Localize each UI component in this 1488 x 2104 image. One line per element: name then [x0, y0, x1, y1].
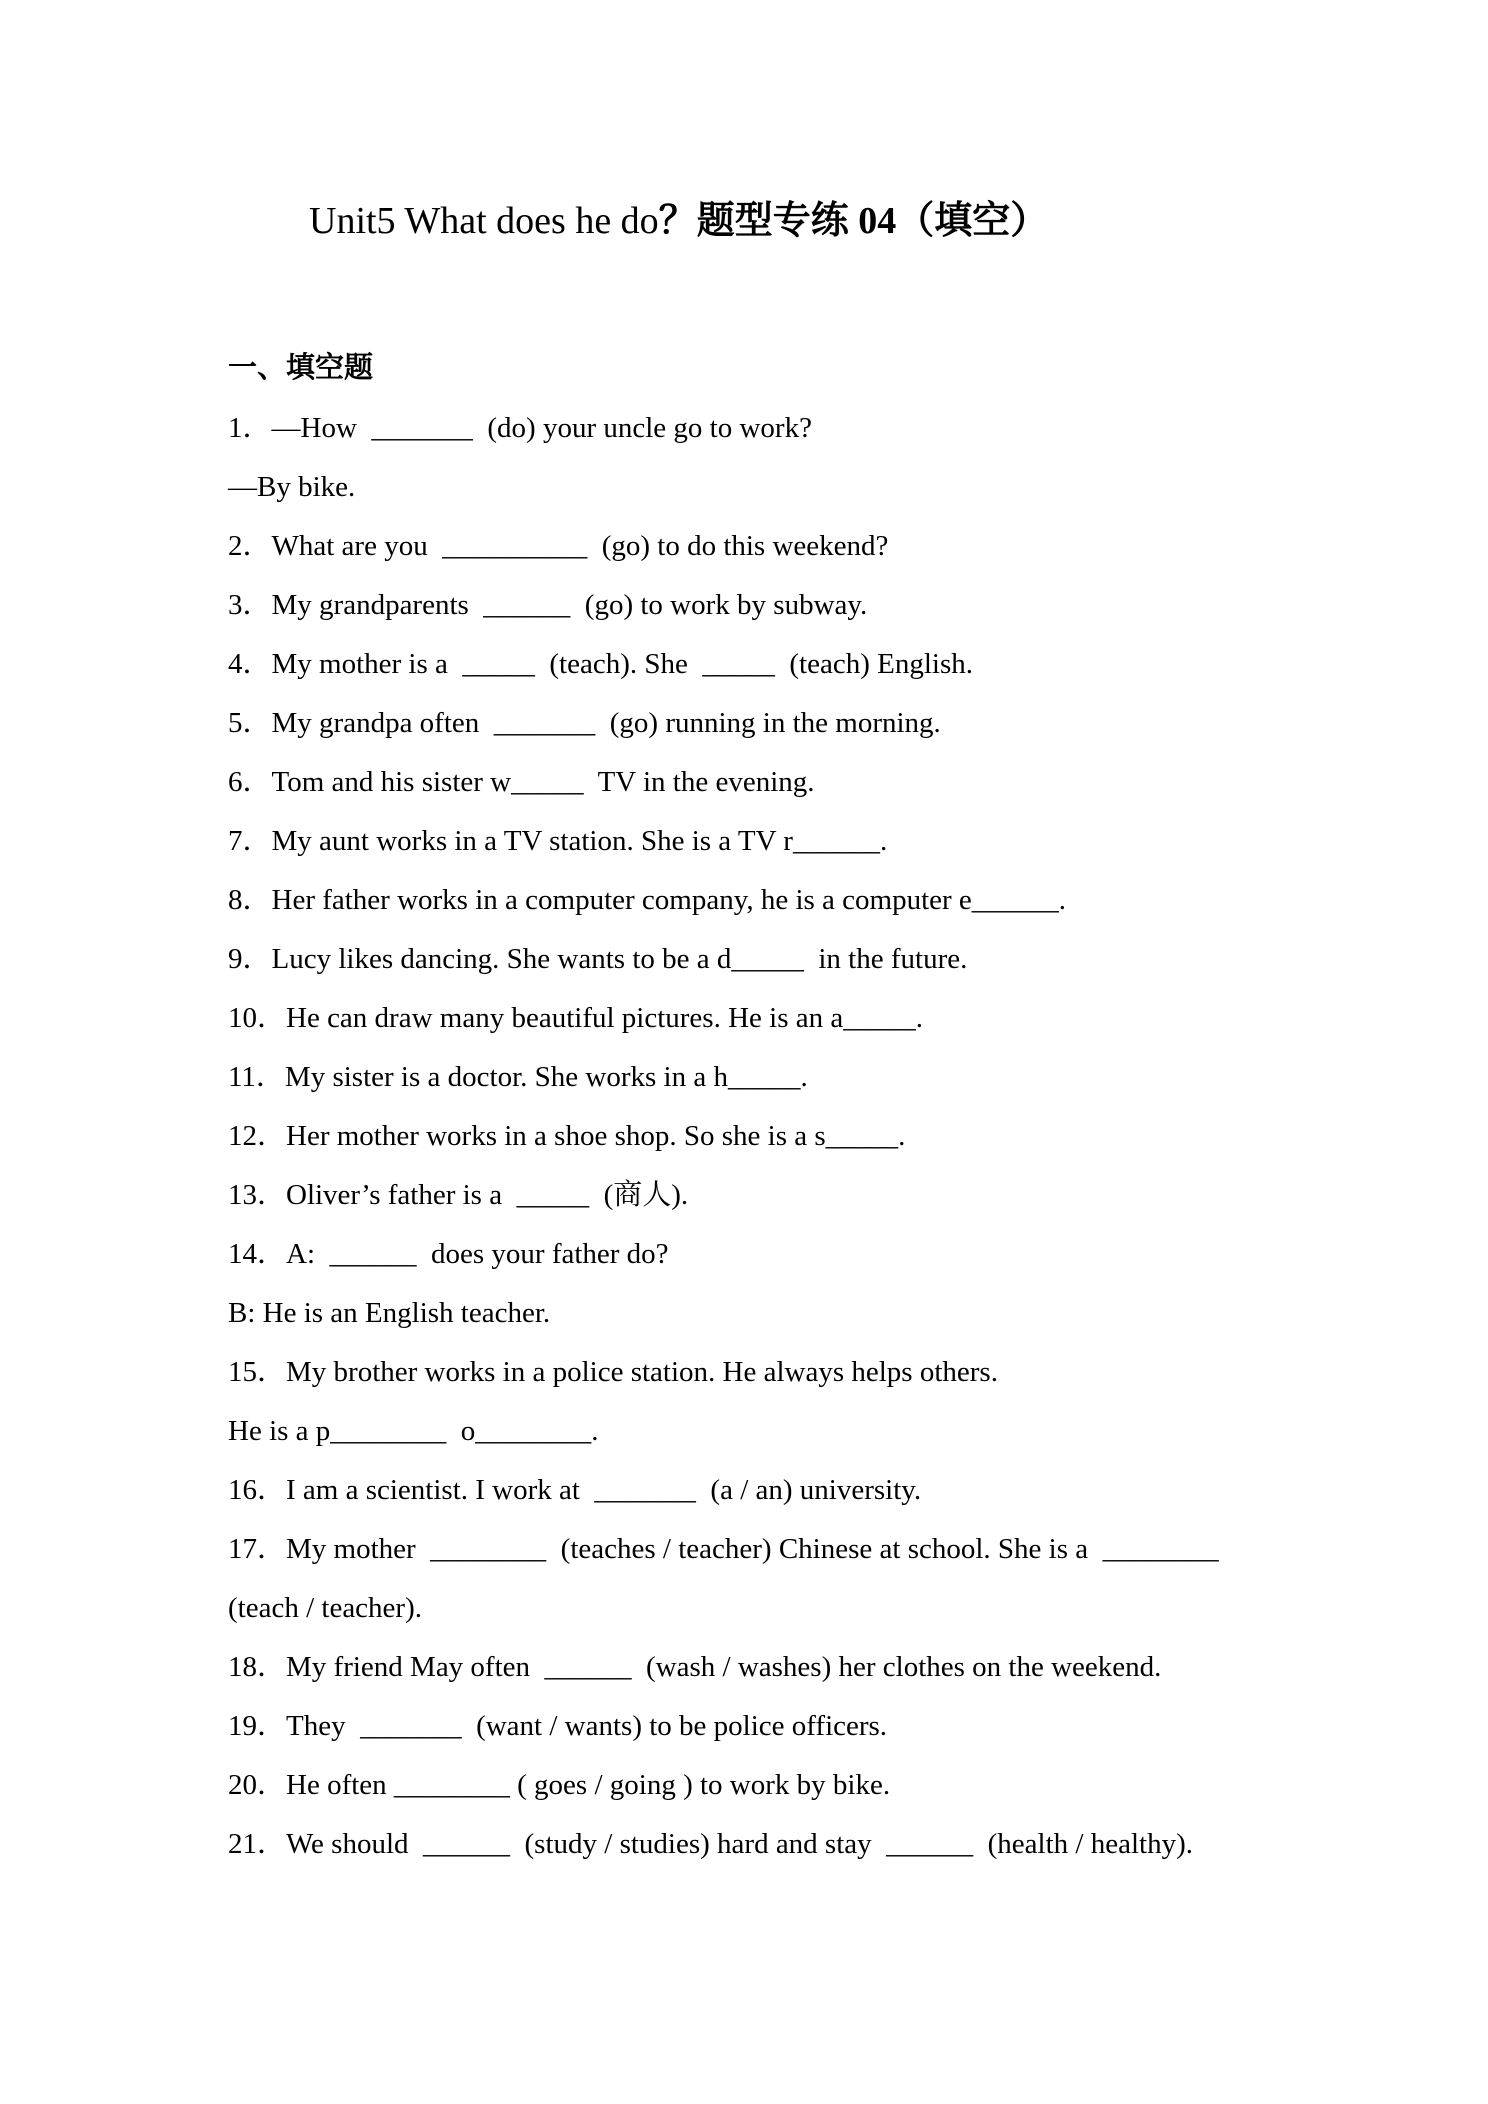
question-4: 4．My mother is a _____ (teach). She _____ (teach) English.	[228, 648, 973, 680]
question-12: 12．Her mother works in a shoe shop. So she is a s_____.	[228, 1120, 906, 1152]
question-19: 19．They _______ (want / wants) to be police officers.	[228, 1710, 888, 1742]
answer-1: —By bike.	[228, 471, 356, 503]
question-list	[228, 406, 1358, 1881]
question-5: 5．My grandpa often _______ (go) running in the morning.	[228, 707, 941, 739]
question-17-continued: (teach / teacher).	[228, 1592, 422, 1624]
title-chinese: ？题型专练	[658, 200, 859, 242]
question-16: 16．I am a scientist. I work at _______ (a / an) university.	[228, 1474, 922, 1506]
title-english: Unit5 What does he do	[309, 200, 659, 242]
question-1: 1．—How _______ (do) your uncle go to work?	[228, 412, 812, 444]
question-15-continued: He is a p________ o________.	[228, 1415, 599, 1447]
question-6: 6．Tom and his sister w_____ TV in the evening.	[228, 766, 815, 798]
question-2: 2．What are you __________ (go) to do this weekend?	[228, 530, 889, 562]
question-14: 14．A: ______ does your father do?	[228, 1238, 669, 1270]
question-11: 11．My sister is a doctor. She works in a h_____.	[228, 1061, 808, 1093]
section-heading: 一、填空题	[228, 352, 374, 384]
question-21: 21．We should ______ (study / studies) hard and stay ______ (health / healthy).	[228, 1828, 1193, 1860]
question-13: 13．Oliver’s father is a _____ (商人).	[228, 1179, 689, 1211]
question-18: 18．My friend May often ______ (wash / washes) her clothes on the weekend.	[228, 1651, 1162, 1683]
answer-14: B: He is an English teacher.	[228, 1297, 551, 1329]
question-8: 8．Her father works in a computer company, he is a computer e______.	[228, 884, 1067, 916]
question-3: 3．My grandparents ______ (go) to work by subway.	[228, 589, 868, 621]
question-9: 9．Lucy likes dancing. She wants to be a d_____ in the future.	[228, 943, 968, 975]
question-10: 10．He can draw many beautiful pictures. He is an a_____.	[228, 1002, 923, 1034]
page-title	[309, 196, 1048, 246]
question-7: 7．My aunt works in a TV station. She is a TV r______.	[228, 825, 888, 857]
question-20: 20．He often ________ ( goes / going ) to work by bike.	[228, 1769, 891, 1801]
title-suffix: （填空）	[896, 200, 1049, 242]
title-number: 04	[858, 200, 897, 242]
question-15: 15．My brother works in a police station. He always helps others.	[228, 1356, 998, 1388]
question-17: 17．My mother ________ (teaches / teacher) Chinese at school. She is a ________	[228, 1533, 1219, 1565]
